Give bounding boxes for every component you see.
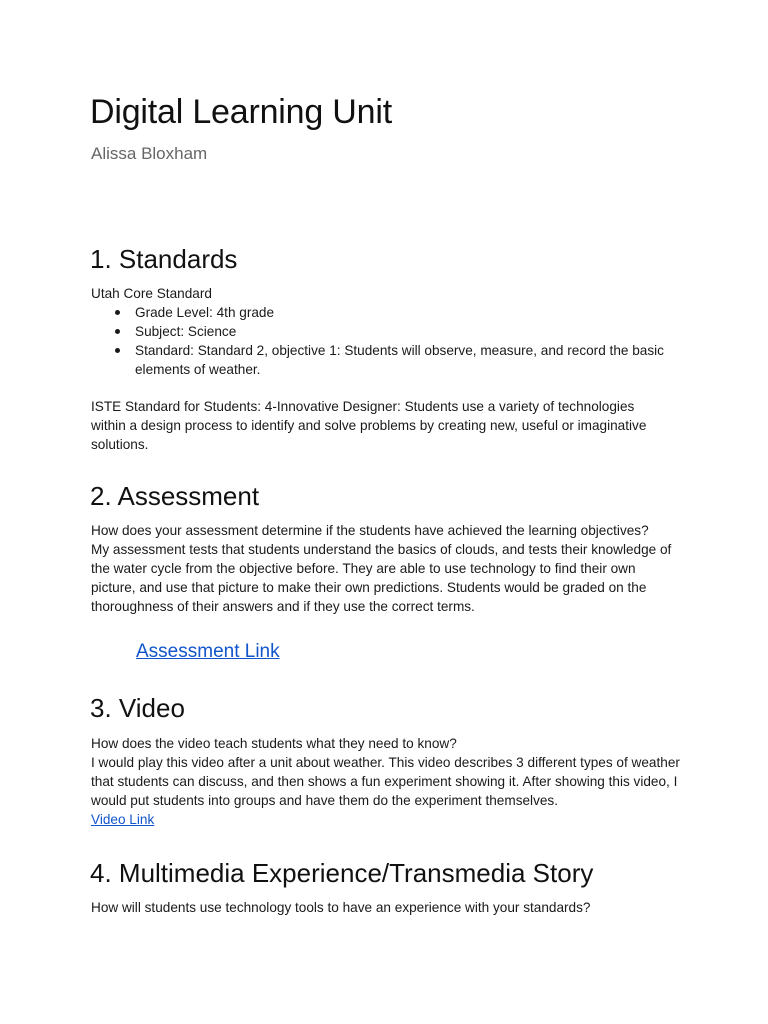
video-heading: 3. Video	[90, 693, 185, 723]
multimedia-question: How will students use technology tools to have an experience with your standards?	[91, 900, 591, 915]
assessment-question: How does your assessment determine if the students have achieved the learning objectives?	[91, 523, 649, 538]
bullet-icon	[115, 329, 120, 334]
assessment-heading: 2. Assessment	[90, 481, 260, 511]
bullet-icon	[115, 348, 120, 353]
document-author: Alissa Bloxham	[91, 144, 208, 163]
standards-heading: 1. Standards	[90, 244, 238, 274]
list-item	[91, 322, 691, 341]
document-title: Digital Learning Unit	[90, 93, 392, 131]
assessment-answer: My assessment tests that students understand the basics of clouds, and tests their knowledge of the water cycle from the objective before. They are able to use technology to find their own picture, and use that picture to make their own predictions. Students would be graded on the thoroughness of their answers and if they use the correct terms.	[91, 542, 672, 614]
video-link[interactable]: Video Link	[91, 812, 155, 827]
list-item	[91, 341, 691, 379]
video-answer: I would play this video after a unit about weather. This video describes 3 different types of weather that students can discuss, and then shows a fun experiment showing it. After showing this video, I would put students into groups and have them do the experiment themselves.	[91, 755, 680, 808]
assessment-link[interactable]: Assessment Link	[136, 641, 280, 662]
list-item	[91, 303, 691, 322]
standards-intro: Utah Core Standard	[91, 286, 212, 301]
bullet-icon	[115, 310, 120, 315]
iste-standard-text: ISTE Standard for Students: 4-Innovative Designer: Students use a variety of technologies within a design process to identify and solve problems by creating new, useful or imaginative solutions.	[91, 399, 647, 452]
standards-list	[91, 303, 691, 379]
list-item-text: Standard: Standard 2, objective 1: Students will observe, measure, and record the basic elements of weather.	[135, 343, 664, 377]
multimedia-heading: 4. Multimedia Experience/Transmedia Story	[90, 858, 594, 888]
list-item-text: Grade Level: 4th grade	[135, 305, 275, 320]
video-question: How does the video teach students what they need to know?	[91, 736, 457, 751]
list-item-text: Subject: Science	[135, 324, 237, 339]
